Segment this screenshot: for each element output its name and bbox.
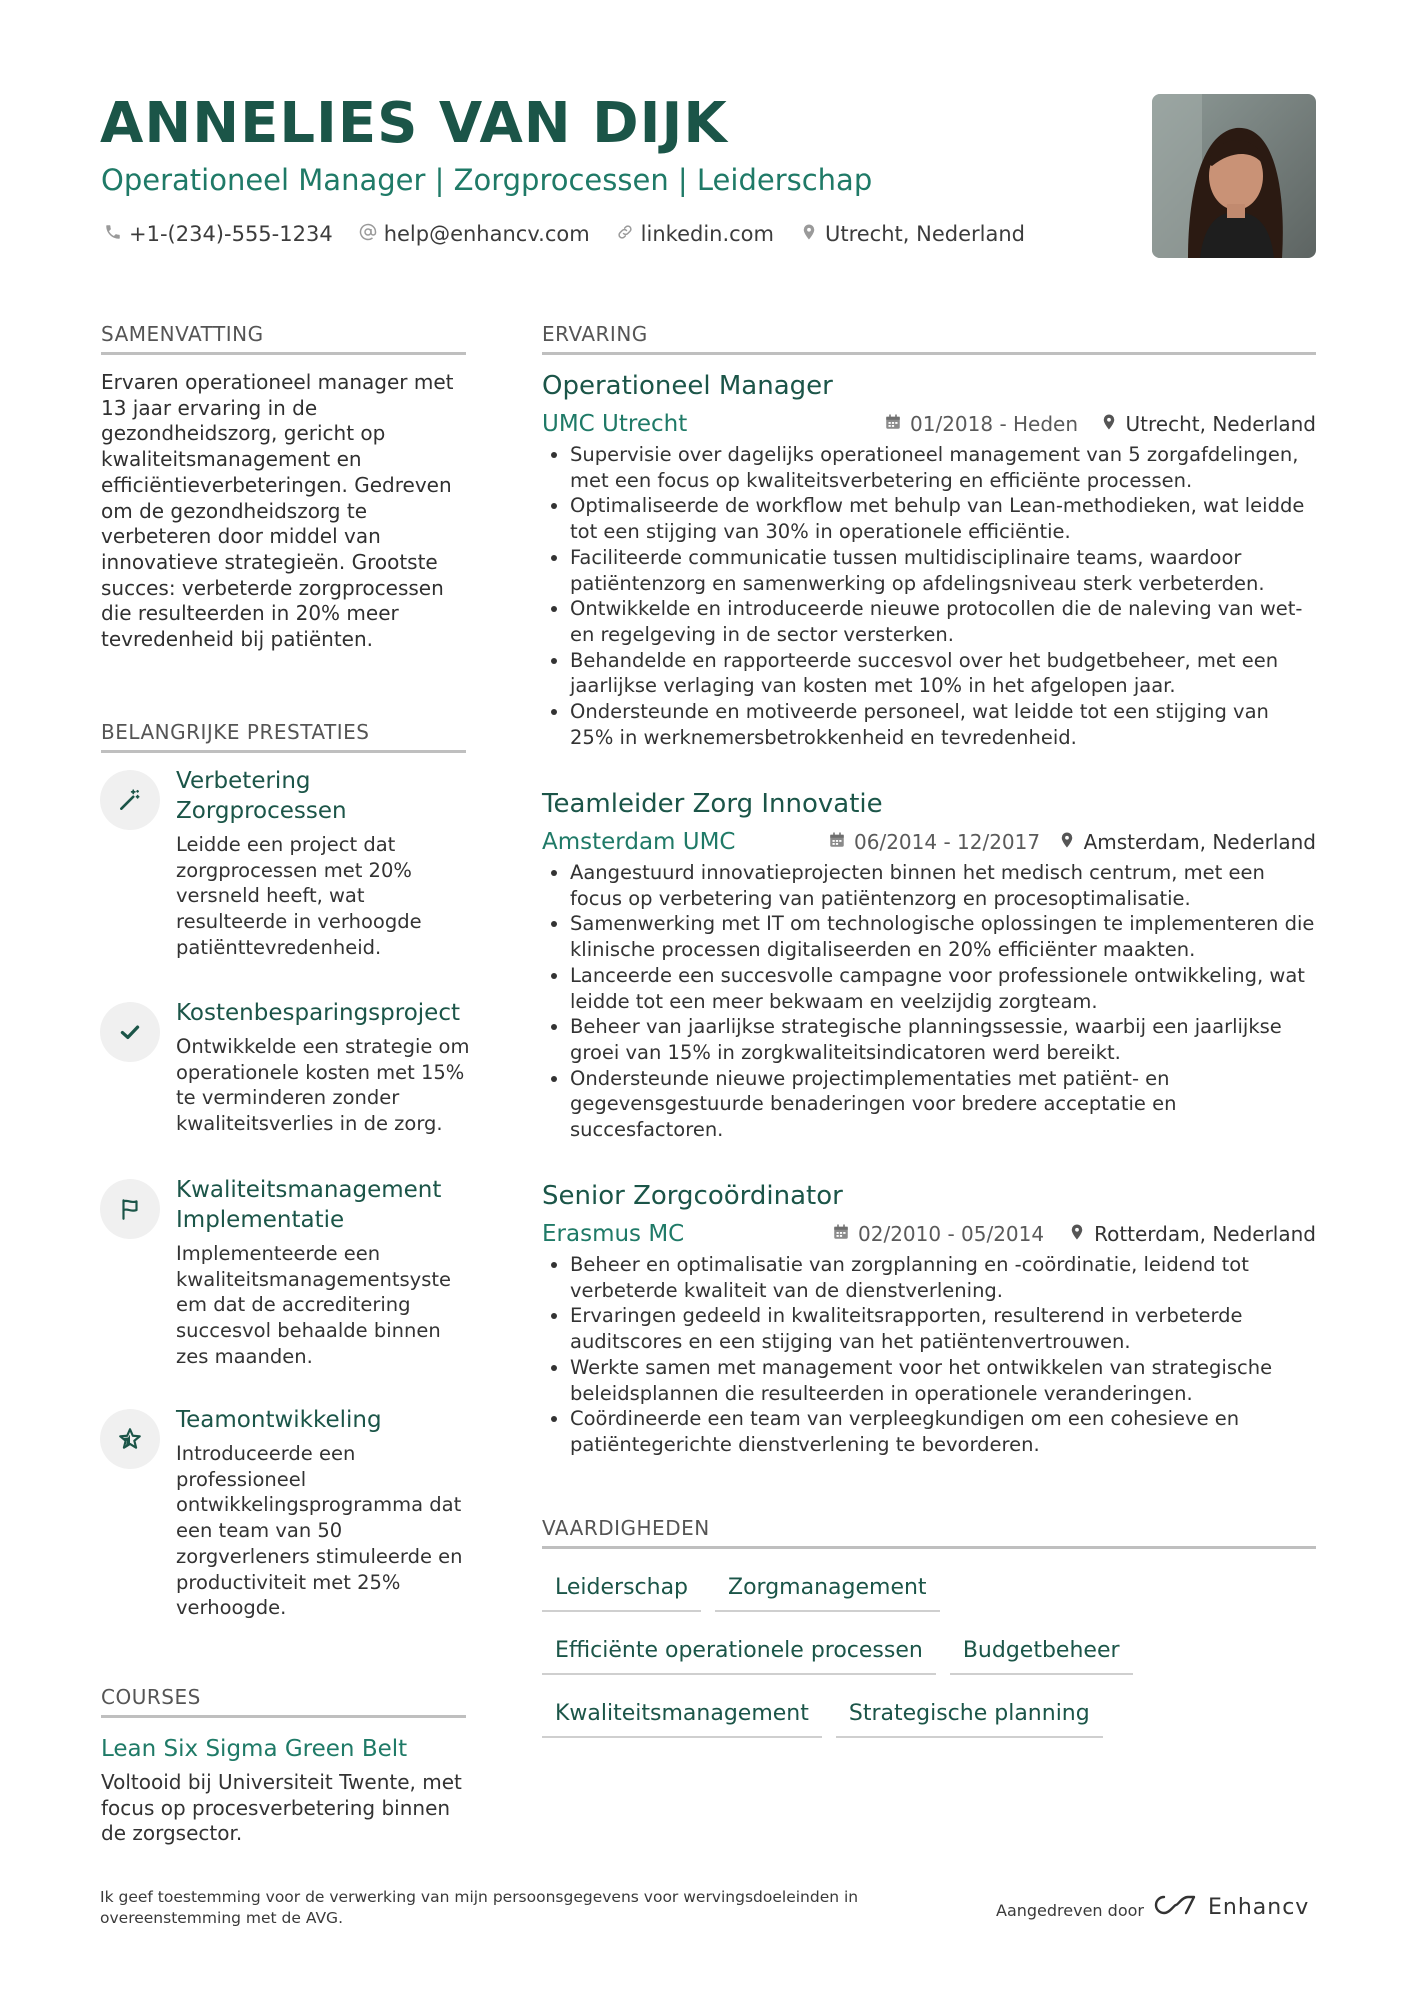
achievement-title: Kwaliteitsmanagement Implementatie xyxy=(176,1177,442,1233)
job-company: UMC Utrecht xyxy=(542,411,688,437)
location-pin-icon xyxy=(800,218,818,250)
experience-entry xyxy=(542,1178,1316,1458)
skill-tag: Zorgmanagement xyxy=(715,1568,940,1612)
job-bullet: • Ondersteunde nieuwe projectimplementaties met patiënt- en gegevensgestuurde benaderingen voor bredere acceptatie en succesfactoren. xyxy=(570,1066,1316,1143)
job-bullet: • Ervaringen gedeeld in kwaliteitsrapporten, resulterend in verbeterde auditscores en een stijging van het patiëntenvertrouwen. xyxy=(570,1303,1316,1354)
job-bullets xyxy=(542,442,1316,750)
job-role: Teamleider Zorg Innovatie xyxy=(542,789,883,819)
job-meta xyxy=(542,1218,1316,1250)
phone-icon xyxy=(104,218,122,250)
location-pin-icon xyxy=(1068,1218,1086,1250)
location-text: Utrecht, Nederland xyxy=(824,222,1025,246)
skill-tag: Budgetbeheer xyxy=(950,1631,1133,1675)
job-bullet: • Optimaliseerde de workflow met behulp van Lean-methodieken, wat leidde tot een stijging van 30% in operationele efficiëntie. xyxy=(570,493,1316,544)
contact-phone[interactable] xyxy=(104,218,333,250)
job-role: Senior Zorgcoördinator xyxy=(542,1181,843,1211)
section-title-experience: ERVARING xyxy=(542,320,1316,355)
brand-name: Enhancv xyxy=(1208,1894,1310,1920)
contact-linkedin[interactable] xyxy=(616,218,774,250)
job-company: Erasmus MC xyxy=(542,1221,685,1247)
achievement-item xyxy=(100,1175,470,1375)
achievement-item xyxy=(100,1405,470,1625)
consent-text: Ik geef toestemming voor de verwerking van mijn persoonsgegevens voor wervingsdoeleinden in overeenstemming met de AVG. xyxy=(100,1888,859,1927)
email-text: help@enhancv.com xyxy=(383,222,590,246)
candidate-name: ANNELIES VAN DIJK xyxy=(100,91,728,156)
course-desc: Voltooid bij Universiteit Twente, met focus op procesverbetering binnen de zorgsector. xyxy=(101,1770,462,1846)
job-bullet: • Behandelde en rapporteerde succesvol over het budgetbeheer, met een jaarlijkse verlaging van kosten met 10% in het afgelopen jaar. xyxy=(570,648,1316,699)
brand-logo[interactable] xyxy=(1152,1893,1309,1921)
contact-email[interactable] xyxy=(359,218,590,250)
job-company: Amsterdam UMC xyxy=(542,829,736,855)
achievement-desc: Introduceerde een professioneel ontwikkelingsprogramma dat een team van 50 zorgverleners stimuleerde en productiviteit met 25% verhoogde. xyxy=(176,1442,463,1620)
job-dates-text: 02/2010 - 05/2014 xyxy=(858,1222,1045,1246)
powered-by-text: Aangedreven door xyxy=(996,1901,1144,1920)
experience-entry xyxy=(542,368,1316,750)
job-location xyxy=(1100,408,1316,440)
skill-tag: Efficiënte operationele processen xyxy=(542,1631,936,1675)
job-bullet: • Beheer van jaarlijkse strategische planningssessie, waarbij een jaarlijkse groei van 15% in zorgkwaliteitsindicatoren werd bereikt. xyxy=(570,1014,1316,1065)
achievement-desc: Implementeerde een kwaliteitsmanagementsyste em dat de accreditering succesvol behaalde binnen zes maanden. xyxy=(176,1242,452,1368)
job-dates-text: 06/2014 - 12/2017 xyxy=(854,830,1041,854)
job-location xyxy=(1068,1218,1316,1250)
section-title-skills: VAARDIGHEDEN xyxy=(542,1514,1316,1549)
at-icon xyxy=(359,218,377,250)
skill-tag: Strategische planning xyxy=(836,1694,1103,1738)
job-bullet: • Aangestuurd innovatieprojecten binnen het medisch centrum, met een focus op verbetering van patiëntenzorg en procesoptimalisatie. xyxy=(570,860,1316,911)
job-bullet: • Samenwerking met IT om technologische oplossingen te implementeren die klinische processen digitaliseerden en 20% efficiënter maakten. xyxy=(570,911,1316,962)
achievement-title: Kostenbesparingsproject xyxy=(176,1000,460,1026)
achievement-item xyxy=(100,998,470,1148)
section-title-summary: SAMENVATTING xyxy=(101,320,466,355)
skills-list xyxy=(542,1568,1322,1757)
calendar-icon xyxy=(832,1218,850,1250)
job-dates xyxy=(828,826,1040,858)
achievement-item xyxy=(100,766,470,966)
job-bullet: • Coördineerde een team van verpleegkundigen om een cohesieve en patiëntegerichte dienstverlening te bevorderen. xyxy=(570,1406,1316,1457)
job-bullet: • Werkte samen met management voor het ontwikkelen van strategische beleidsplannen die resulteerden in operationele veranderingen. xyxy=(570,1355,1316,1406)
location-pin-icon xyxy=(1100,408,1118,440)
job-bullet: • Faciliteerde communicatie tussen multidisciplinaire teams, waardoor patiëntenzorg en samenwerking op afdelingsniveau sterk verbeterden. xyxy=(570,545,1316,596)
summary-text: Ervaren operationeel manager met 13 jaar ervaring in de gezondheidszorg, gericht op kwaliteitsmanagement en efficiëntieverbeteringen. Gedreven om de gezondheidszorg te verbeteren door middel van innovatieve strategieën. Grootste succes: verbeterde zorgprocessen die resulteerden in 20% meer tevredenheid bij patiënten. xyxy=(101,370,454,652)
job-location xyxy=(1058,826,1316,858)
job-meta xyxy=(542,408,1316,440)
job-bullet: • Supervisie over dagelijks operationeel management van 5 zorgafdelingen, met een focus op kwaliteitsverbetering en efficiënte processen. xyxy=(570,442,1316,493)
job-role: Operationeel Manager xyxy=(542,371,833,401)
flag-icon xyxy=(100,1179,160,1239)
link-icon xyxy=(616,218,634,250)
achievement-desc: Leidde een project dat zorgprocessen met 20% versneld heeft, wat resulteerde in verhoogde patiënttevredenheid. xyxy=(176,833,422,959)
experience-entry xyxy=(542,786,1316,1143)
phone-text: +1-(234)-555-1234 xyxy=(129,222,333,246)
linkedin-text: linkedin.com xyxy=(640,222,774,246)
enhancv-logo-icon xyxy=(1152,1893,1198,1921)
calendar-icon xyxy=(828,826,846,858)
job-dates xyxy=(884,408,1078,440)
magic-wand-icon xyxy=(100,770,160,830)
calendar-icon xyxy=(884,408,902,440)
section-title-achievements: BELANGRIJKE PRESTATIES xyxy=(101,718,466,753)
job-location-text: Utrecht, Nederland xyxy=(1125,412,1316,436)
headline: Operationeel Manager | Zorgprocessen | Leiderschap xyxy=(101,163,873,197)
section-title-courses: COURSES xyxy=(101,1683,466,1718)
job-dates-text: 01/2018 - Heden xyxy=(910,412,1079,436)
job-bullets xyxy=(542,1252,1316,1458)
checkmark-icon xyxy=(100,1002,160,1062)
achievement-desc: Ontwikkelde een strategie om operationele kosten met 15% te verminderen zonder kwaliteitsverlies in de zorg. xyxy=(176,1035,470,1136)
contact-bar xyxy=(104,218,1025,250)
job-bullet: • Ondersteunde en motiveerde personeel, wat leidde tot een stijging van 25% in werknemersbetrokkenheid en tevredenheid. xyxy=(570,699,1316,750)
contact-location xyxy=(800,218,1025,250)
job-location-text: Rotterdam, Nederland xyxy=(1094,1222,1316,1246)
skill-tag: Leiderschap xyxy=(542,1568,701,1612)
job-location-text: Amsterdam, Nederland xyxy=(1083,830,1316,854)
achievement-title: Verbetering Zorgprocessen xyxy=(176,768,347,824)
job-bullets xyxy=(542,860,1316,1143)
job-bullet: • Lanceerde een succesvolle campagne voor professionele ontwikkeling, wat leidde tot een meer bekwaam en veelzijdig zorgteam. xyxy=(570,963,1316,1014)
job-bullet: • Ontwikkelde en introduceerde nieuwe protocollen die de naleving van wet- en regelgeving in de sector versterken. xyxy=(570,596,1316,647)
job-meta xyxy=(542,826,1316,858)
job-dates xyxy=(832,1218,1044,1250)
profile-photo xyxy=(1152,94,1316,258)
skill-tag: Kwaliteitsmanagement xyxy=(542,1694,822,1738)
job-bullet: • Beheer en optimalisatie van zorgplanning en -coördinatie, leidend tot verbeterde kwaliteit van de dienstverlening. xyxy=(570,1252,1316,1303)
achievement-title: Teamontwikkeling xyxy=(176,1407,382,1433)
location-pin-icon xyxy=(1058,826,1076,858)
star-icon xyxy=(100,1409,160,1469)
course-title: Lean Six Sigma Green Belt xyxy=(101,1736,408,1762)
